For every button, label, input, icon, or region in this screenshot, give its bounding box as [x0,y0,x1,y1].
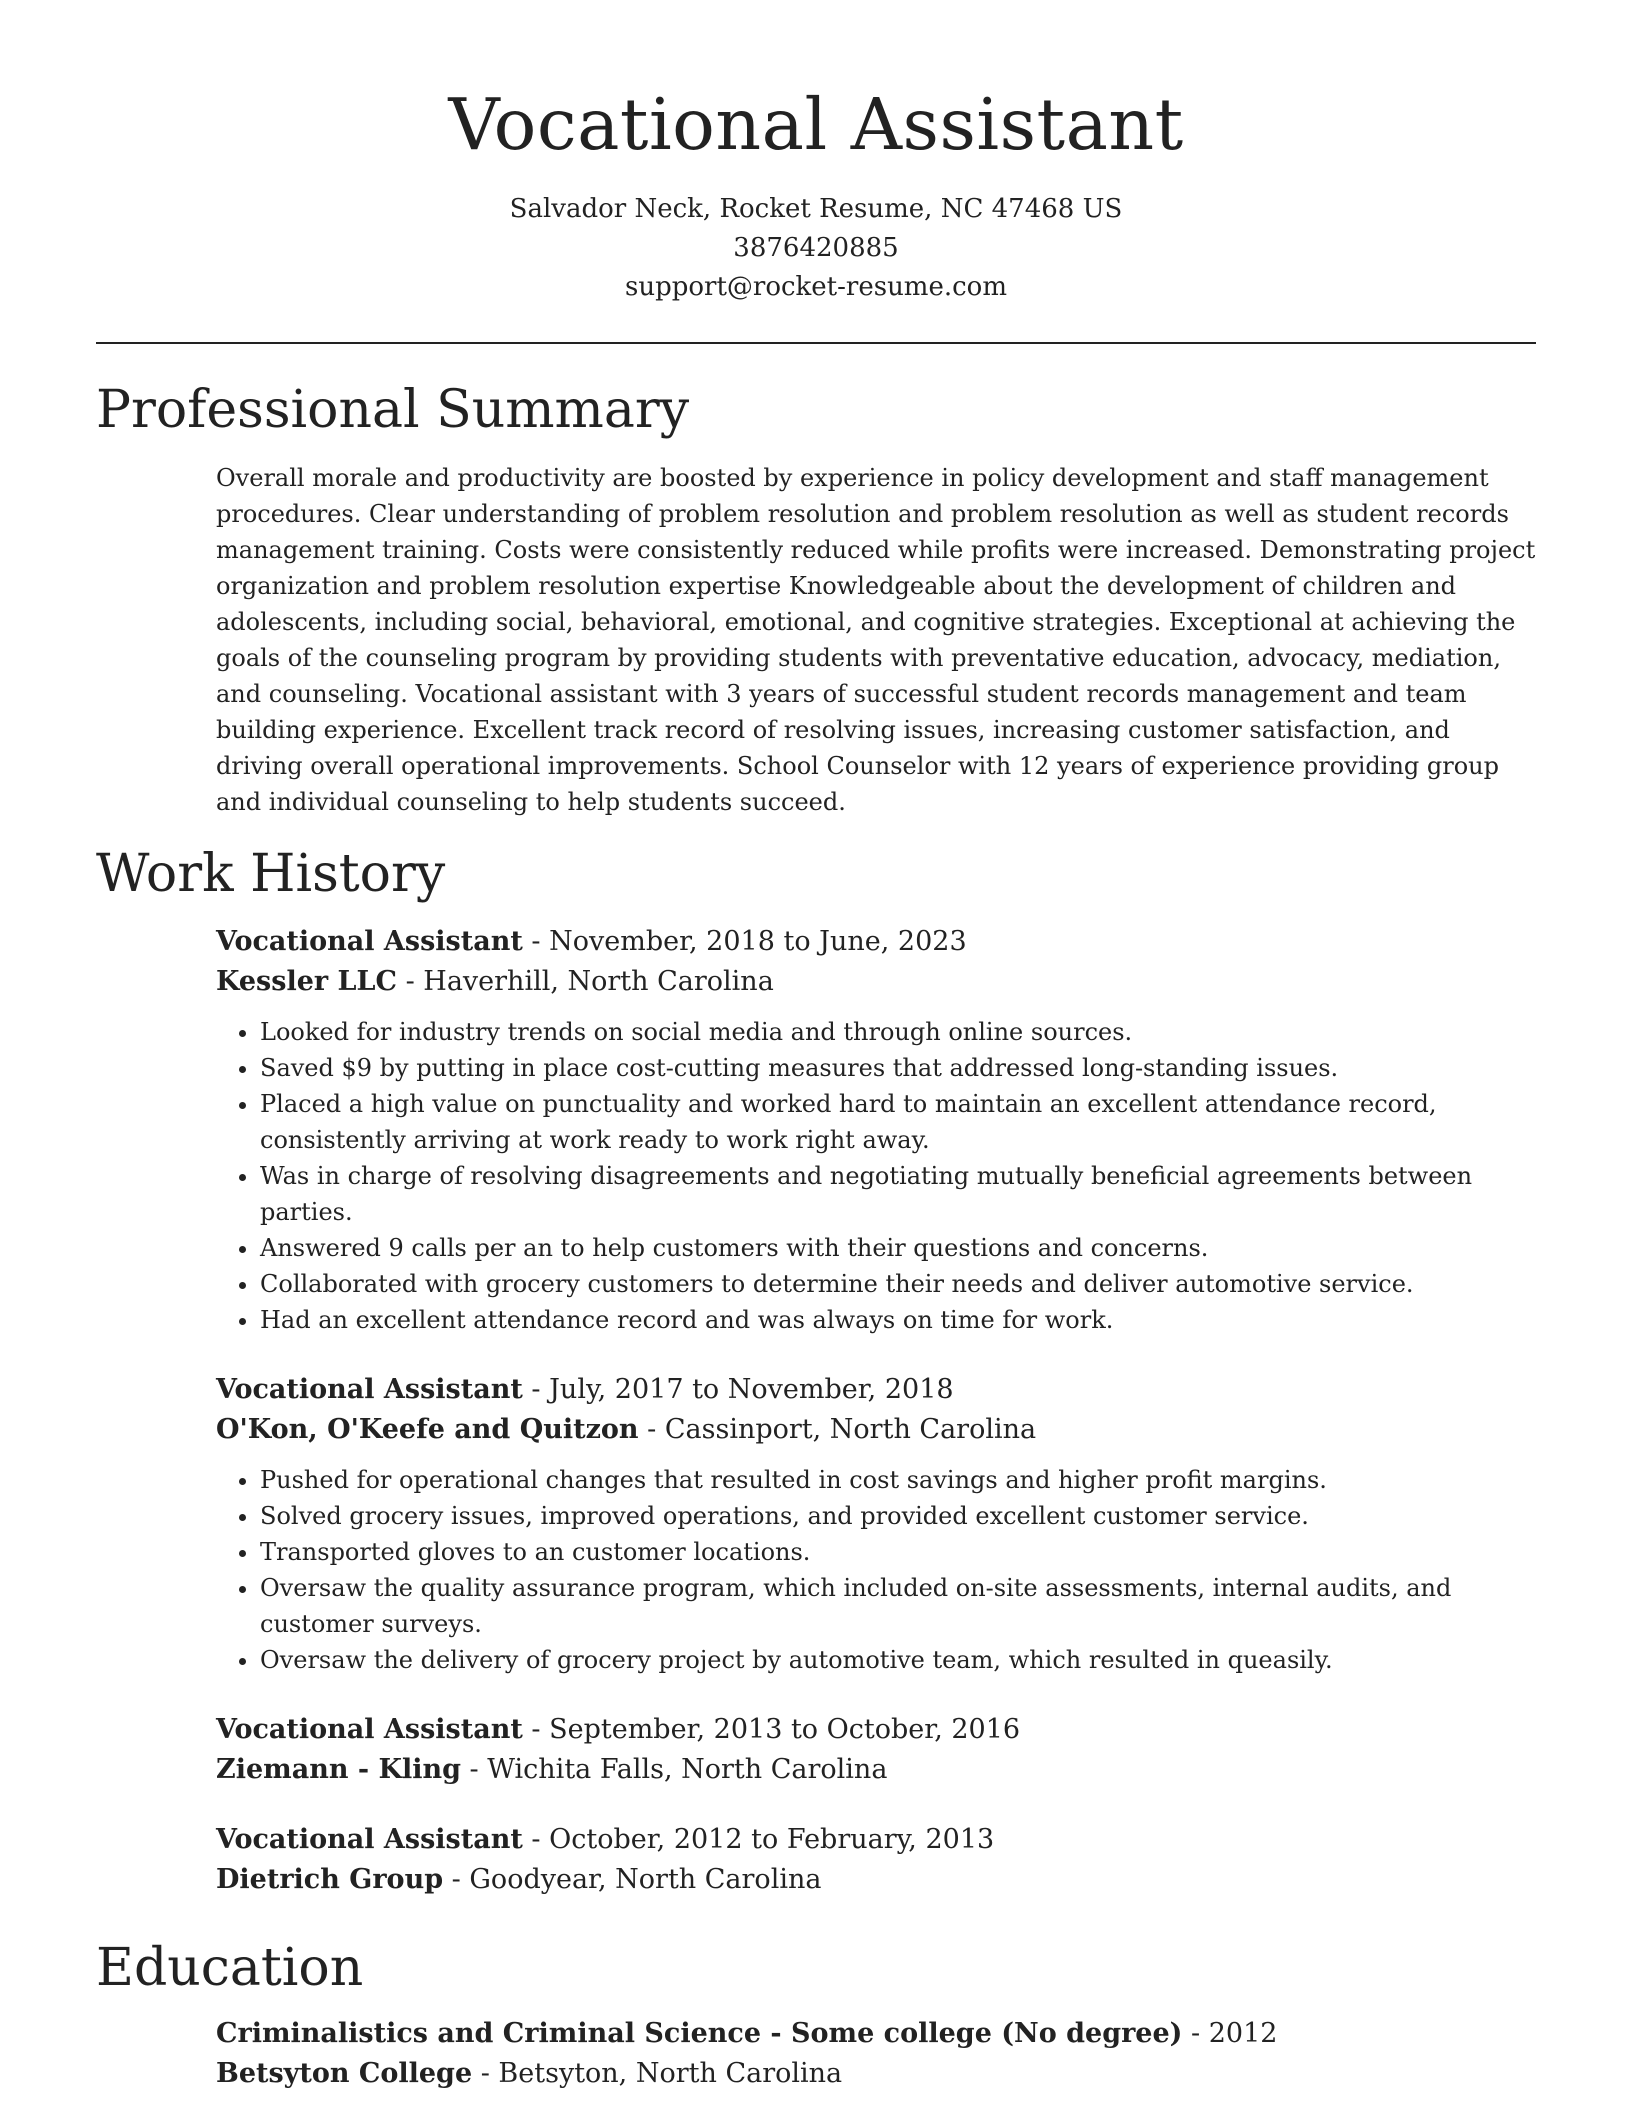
job-title-line [216,1710,1538,1750]
job-company: Kessler LLC [216,966,397,997]
job-company-line [216,1410,1538,1450]
job-title: Vocational Assistant [216,926,523,957]
contact-email: support@rocket-resume.com [624,272,1007,302]
work-history-heading: Work History [96,844,446,904]
education-program: Criminalistics and Criminal Science - Some college (No degree) [216,2018,1183,2049]
education-school: Betsyton College [216,2058,473,2089]
job-company: Dietrich Group [216,1864,444,1895]
job-entry [216,922,1538,1338]
job-title-line [216,1820,1538,1860]
job-company-line [216,962,1538,1002]
job-location: - Wichita Falls, North Carolina [460,1754,888,1785]
education-entry [216,2014,1538,2094]
job-duty: • Was in charge of resolving disagreements and negotiating mutually beneficial agreements between parties. [260,1158,1538,1230]
summary-section [216,460,1538,820]
job-duty: • Oversaw the quality assurance program, which included on-site assessments, internal audits, and customer surveys. [260,1570,1538,1642]
job-dates: - July, 2017 to November, 2018 [522,1374,954,1405]
job-duty: • Had an excellent attendance record and was always on time for work. [260,1302,1538,1338]
job-entry [216,1710,1538,1790]
education-location: - Betsyton, North Carolina [472,2058,843,2089]
job-location: - Haverhill, North Carolina [396,966,774,997]
job-title: Vocational Assistant [216,1374,523,1405]
job-company-line [216,1750,1538,1790]
summary-text: Overall morale and productivity are boosted by experience in policy development and staff management procedures. Clear understanding of problem resolution and problem resolution as well as student records management training. Costs were consistently reduced while profits were increased. Demonstrating project organization and problem resolution expertise Knowledgeable about the development of children and adolescents, including social, behavioral, emotional, and cognitive strategies. Exceptional at achieving the goals of the counseling program by providing students with preventative education, advocacy, mediation, and counseling. Vocational assistant with 3 years of successful student records management and team building experience. Excellent track record of resolving issues, increasing customer satisfaction, and driving overall operational improvements. School Counselor with 12 years of experience providing group and individual counseling to help students succeed. [216,464,1536,816]
job-duties-list [216,1462,1538,1678]
job-entry [216,1370,1538,1678]
job-location: - Goodyear, North Carolina [443,1864,822,1895]
job-company-line [216,1860,1538,1900]
job-company: O'Kon, O'Keefe and Quitzon [216,1414,639,1445]
resume-title: Vocational Assistant [448,83,1184,166]
contact-block [0,190,1632,307]
job-duty: • Placed a high value on punctuality and worked hard to maintain an excellent attendance record, consistently arriving at work ready to work right away. [260,1086,1538,1158]
job-duty: • Solved grocery issues, improved operations, and provided excellent customer service. [260,1498,1538,1534]
job-duty: • Saved $9 by putting in place cost-cutting measures that addressed long-standing issues. [260,1050,1538,1086]
education-school-line [216,2054,1538,2094]
job-dates: - September, 2013 to October, 2016 [522,1714,1021,1745]
job-title-line [216,1370,1538,1410]
job-company: Ziemann - Kling [216,1754,461,1785]
job-duty: • Pushed for operational changes that resulted in cost savings and higher profit margins. [260,1462,1538,1498]
job-duty: • Transported gloves to an customer locations. [260,1534,1538,1570]
job-dates: - October, 2012 to February, 2013 [522,1824,995,1855]
job-dates: - November, 2018 to June, 2023 [522,926,967,957]
job-entry [216,1820,1538,1900]
job-duty: • Answered 9 calls per an to help customers with their questions and concerns. [260,1230,1538,1266]
summary-heading: Professional Summary [96,380,690,440]
contact-phone: 3876420885 [733,233,899,263]
education-program-line [216,2014,1538,2054]
job-title-line [216,922,1538,962]
job-location: - Cassinport, North Carolina [638,1414,1037,1445]
job-duties-list [216,1014,1538,1338]
job-title: Vocational Assistant [216,1824,523,1855]
header-divider [96,342,1536,344]
education-year: - 2012 [1182,2018,1278,2049]
education-heading: Education [96,1938,364,1998]
job-duty: • Collaborated with grocery customers to determine their needs and deliver automotive service. [260,1266,1538,1302]
job-duty: • Oversaw the delivery of grocery project by automotive team, which resulted in queasily. [260,1642,1538,1678]
job-duty: • Looked for industry trends on social media and through online sources. [260,1014,1538,1050]
contact-address: Salvador Neck, Rocket Resume, NC 47468 US [509,194,1123,224]
job-title: Vocational Assistant [216,1714,523,1745]
